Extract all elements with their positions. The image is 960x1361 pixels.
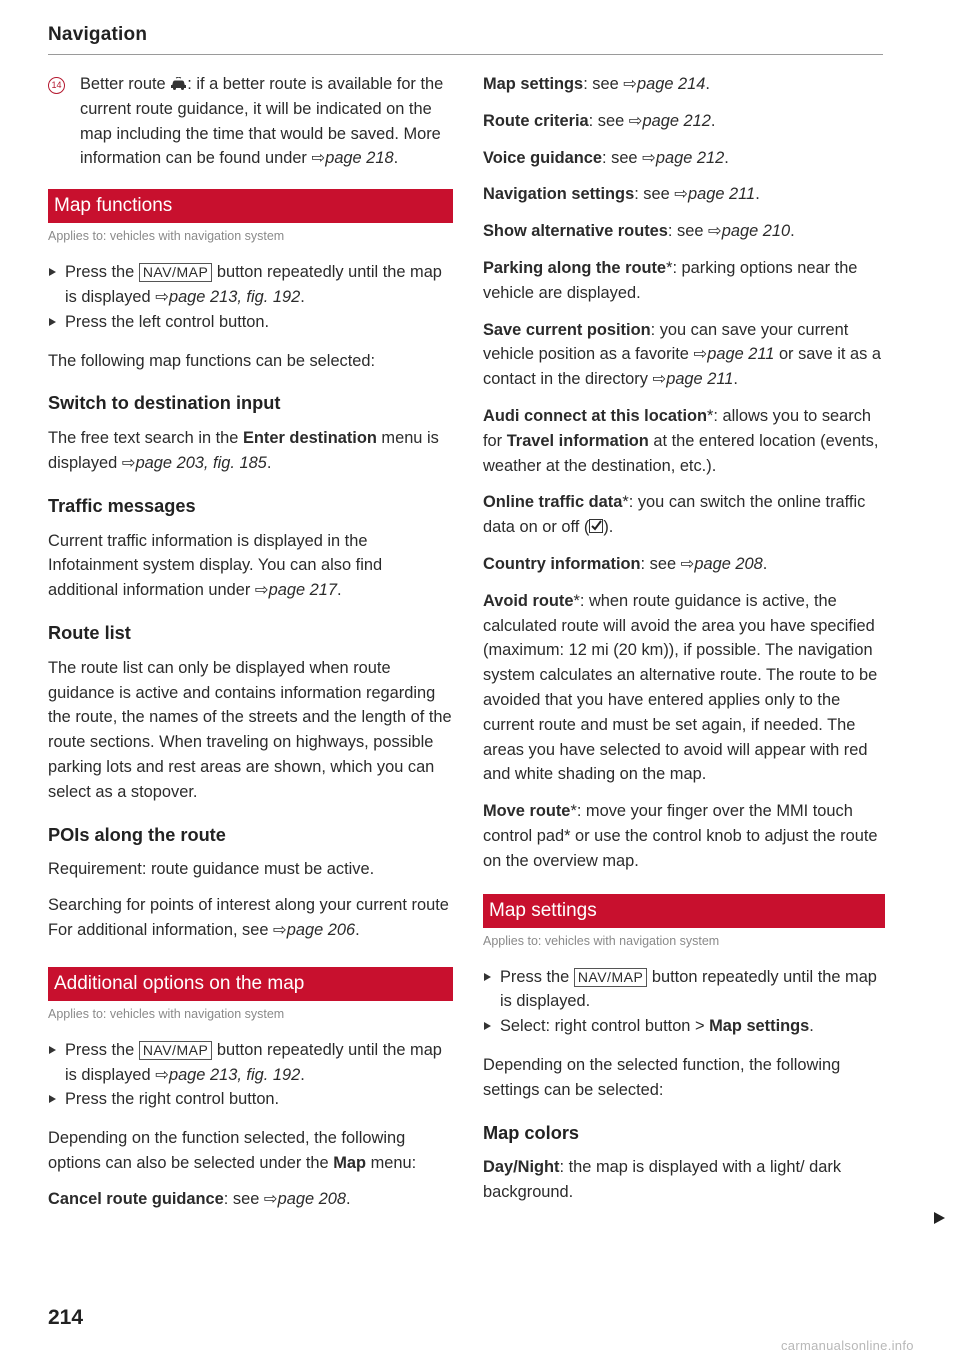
step-select-map-settings: Select: right control button > Map settings.	[483, 1014, 885, 1039]
subheading-traffic-messages: Traffic messages	[48, 495, 196, 516]
running-header: Navigation	[48, 24, 148, 45]
option-navigation-settings: Navigation settings: see ⇨page 211.	[483, 185, 760, 204]
step-arrow-icon	[49, 268, 56, 276]
step-arrow-icon	[484, 1022, 491, 1030]
step-arrow-icon	[49, 1095, 56, 1103]
option-avoid-route: Avoid route*: when route guidance is active, the calculated route will avoid the area you have specified (maximum: 12 mi (20 km)), if possible. The navigation system calculates an alternative route. The route to be avoided that you have entered applies only to the current route and must be set again, if needed. The areas you have selected to avoid will appear with red and white shading on the map.	[483, 591, 878, 784]
subheading-route-list: Route list	[48, 622, 131, 643]
xref-page-218[interactable]: ⇨page 218	[311, 149, 394, 168]
better-route-icon	[170, 77, 187, 90]
option-voice-guidance: Voice guidance: see ⇨page 212.	[483, 148, 729, 167]
option-map-settings: Map settings: see ⇨page 214.	[483, 75, 710, 93]
watermark: carmanualsonline.info	[781, 1338, 914, 1353]
map-functions-intro: The following map functions can be selected:	[48, 351, 376, 370]
xref-page-211[interactable]: ⇨page 211	[652, 370, 734, 389]
step-press-left-control: Press the left control button.	[48, 310, 453, 335]
nav-map-key: NAV/MAP	[139, 263, 212, 282]
callout-number-14: 14	[48, 77, 65, 94]
xref-page-206[interactable]: ⇨page 206	[273, 920, 356, 939]
xref-page-213[interactable]: ⇨page 213, fig. 192	[155, 287, 301, 306]
nav-map-key: NAV/MAP	[139, 1041, 212, 1060]
xref-page-212[interactable]: ⇨page 212	[628, 111, 711, 130]
option-show-alternative-routes: Show alternative routes: see ⇨page 210.	[483, 222, 795, 241]
section-banner-map-settings: Map settings	[483, 894, 885, 928]
option-country-information: Country information: see ⇨page 208.	[483, 554, 768, 573]
option-route-criteria: Route criteria: see ⇨page 212.	[483, 111, 716, 130]
xref-page-217[interactable]: ⇨page 217	[254, 581, 337, 600]
pois-requirement: Requirement: route guidance must be active.	[48, 860, 375, 879]
applies-to-note: Applies to: vehicles with navigation system	[483, 933, 720, 948]
xref-page-208[interactable]: ⇨page 208	[263, 1189, 347, 1208]
step-press-nav-map: Press the NAV/MAP button repeatedly until the map is displayed ⇨page 213, fig. 192.	[48, 260, 453, 310]
step-press-right-control: Press the right control button.	[48, 1087, 453, 1112]
xref-page-212[interactable]: ⇨page 212	[642, 148, 725, 167]
option-move-route: Move route*: move your finger over the MMI touch control pad* or use the control knob to adjust the route on the overview map.	[483, 802, 878, 870]
xref-page-211[interactable]: ⇨page 211	[674, 185, 756, 204]
better-route-item: 14 Better route : if a better route is available for the current route guidance, it will be indicated on the map including the time that would be saved. More information can be found under ⇨page 218.	[48, 72, 453, 171]
subheading-switch-destination: Switch to destination input	[48, 393, 281, 414]
checkbox-checked-icon	[589, 519, 603, 533]
option-save-current-position: Save current position: you can save your current vehicle position as a favorite ⇨page 211 or save it as a contact in the directory ⇨page 211.	[483, 320, 881, 389]
traffic-messages-text: Current traffic information is displayed in the Infotainment system display. You can also find additional information under ⇨page 217.	[48, 531, 383, 600]
left-column	[48, 72, 453, 1223]
step-arrow-icon	[484, 973, 491, 981]
section-banner-additional-options: Additional options on the map	[48, 967, 453, 1001]
cancel-route-guidance: Cancel route guidance: see ⇨page 208.	[48, 1189, 351, 1208]
option-parking-along-route: Parking along the route*: parking options near the vehicle are displayed.	[483, 258, 858, 302]
pois-text: Searching for points of interest along your current route For additional information, see ⇨page 206.	[48, 896, 449, 939]
header-divider	[48, 54, 883, 55]
section-banner-map-functions: Map functions	[48, 189, 453, 223]
continue-arrow-icon	[934, 1212, 945, 1224]
xref-page-214[interactable]: ⇨page 214	[623, 75, 706, 93]
xref-page-210[interactable]: ⇨page 210	[708, 222, 791, 241]
xref-page-213[interactable]: ⇨page 213, fig. 192	[155, 1065, 301, 1084]
xref-page-211[interactable]: ⇨page 211	[693, 345, 775, 364]
step-arrow-icon	[49, 318, 56, 326]
option-online-traffic-data: Online traffic data*: you can switch the online traffic data on or off ( ).	[483, 493, 866, 537]
step-press-nav-map: Press the NAV/MAP button repeatedly until the map is displayed ⇨page 213, fig. 192.	[48, 1038, 453, 1088]
page-number: 214	[48, 1306, 84, 1329]
xref-page-208[interactable]: ⇨page 208	[680, 554, 763, 573]
map-settings-intro: Depending on the selected function, the following settings can be selected:	[483, 1055, 841, 1099]
right-column	[483, 72, 885, 1216]
xref-page-203[interactable]: ⇨page 203, fig. 185	[121, 453, 267, 472]
subheading-pois: POIs along the route	[48, 824, 226, 845]
step-press-nav-map: Press the NAV/MAP button repeatedly until the map is displayed.	[483, 965, 885, 1015]
switch-destination-text: The free text search in the Enter destination menu is displayed ⇨page 203, fig. 185.	[48, 429, 439, 472]
option-day-night: Day/Night: the map is displayed with a light/ dark background.	[483, 1158, 842, 1202]
step-arrow-icon	[49, 1046, 56, 1054]
nav-map-key: NAV/MAP	[574, 968, 647, 987]
route-list-text: The route list can only be displayed when route guidance is active and contains information regarding the route, the names of the streets and the length of the route sections. When traveling on highways, possible parking lots and rest areas are shown, which you can select as a stopover.	[48, 658, 452, 801]
applies-to-note: Applies to: vehicles with navigation system	[48, 1006, 285, 1021]
additional-options-intro: Depending on the function selected, the following options can also be selected under the Map menu:	[48, 1129, 417, 1172]
subheading-map-colors: Map colors	[483, 1122, 580, 1143]
applies-to-note: Applies to: vehicles with navigation system	[48, 229, 285, 244]
option-audi-connect: Audi connect at this location*: allows you to search for Travel information at the entered location (events, weather at the destination, etc.).	[483, 406, 879, 475]
